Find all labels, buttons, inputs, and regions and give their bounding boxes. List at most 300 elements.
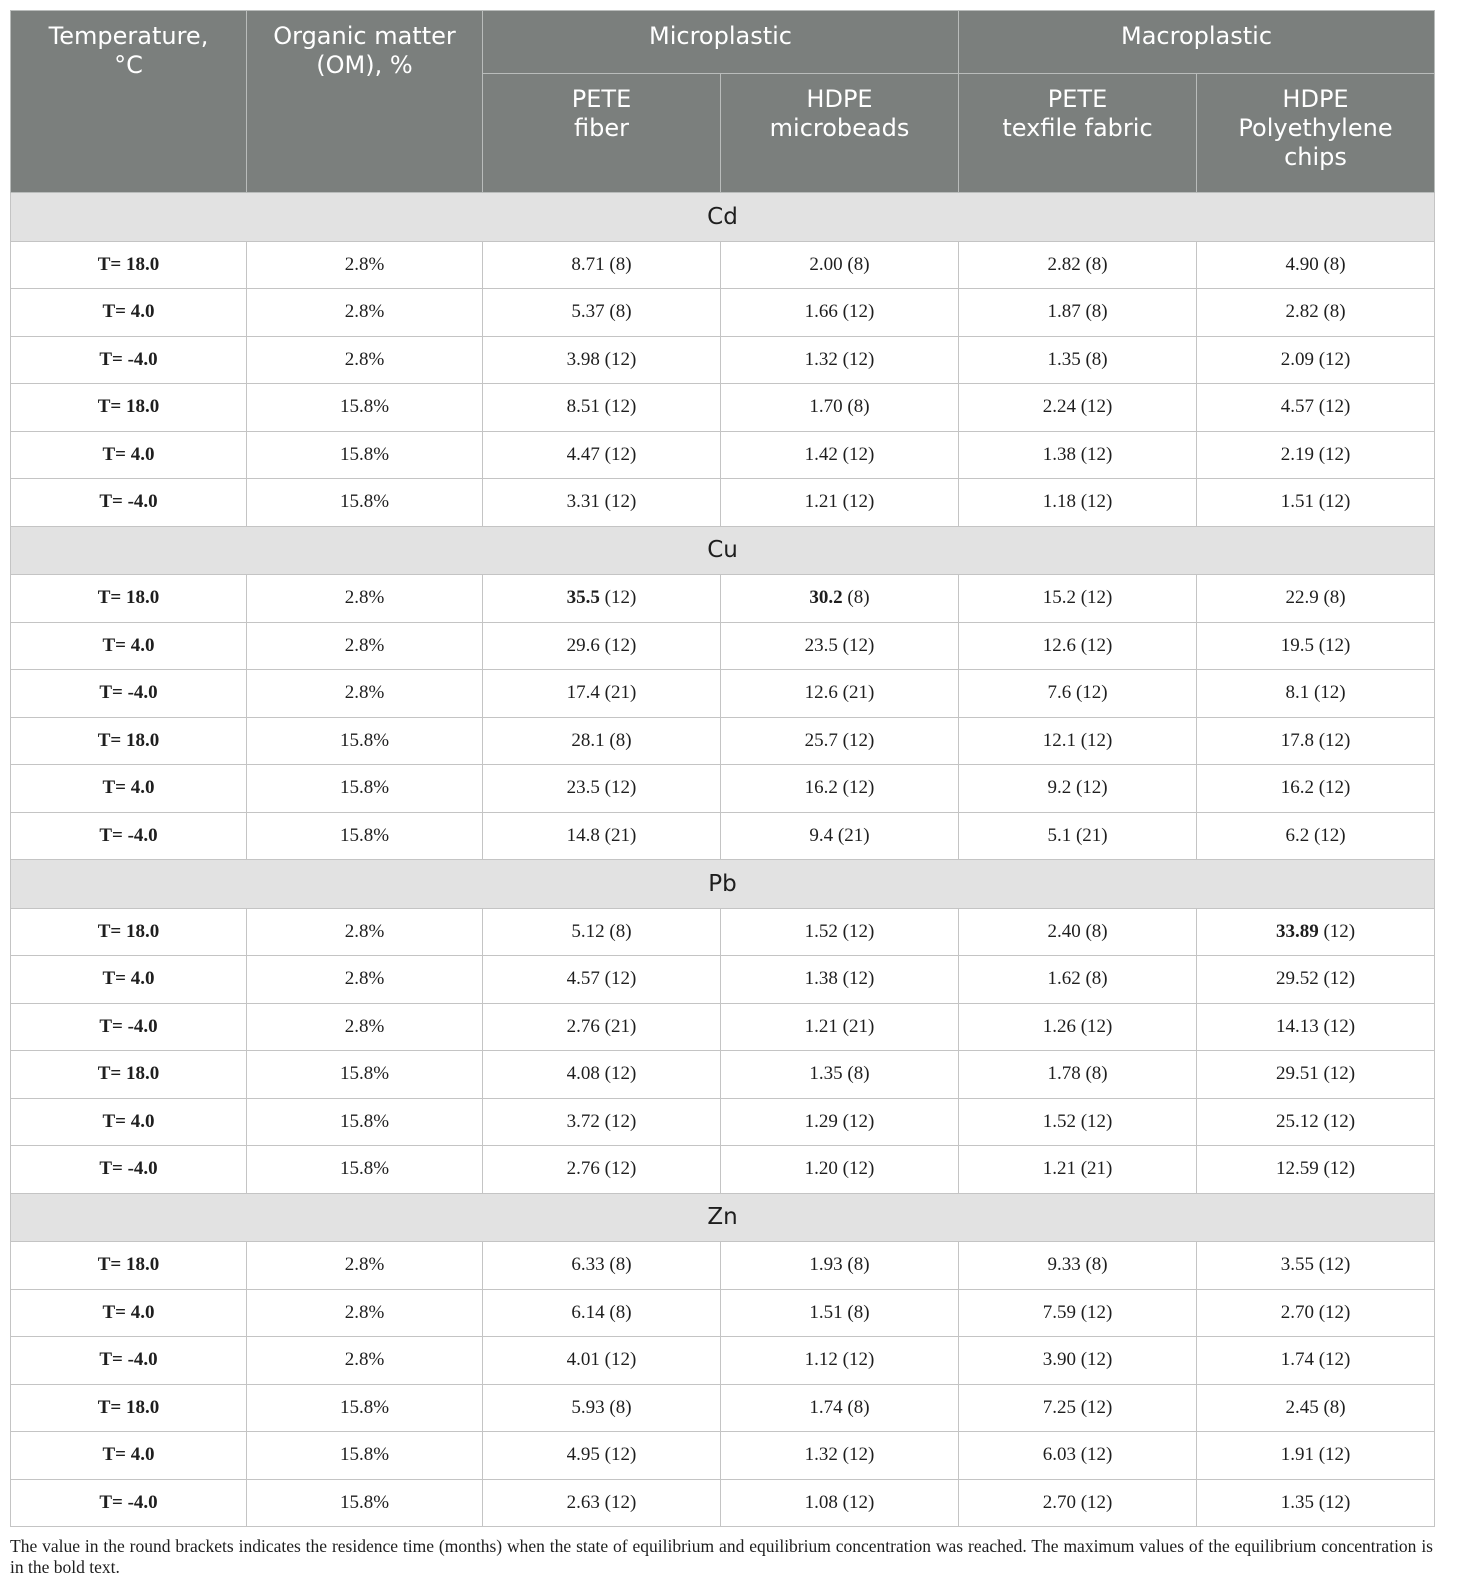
residence-time: (12) (842, 491, 875, 513)
concentration-cell (1197, 384, 1435, 432)
residence-time: (12) (604, 634, 637, 656)
concentration-cell (959, 1384, 1197, 1432)
table-footnote: The value in the round brackets indicates the residence time (months) when the state of equilibrium and equilibrium concentration was reached. The maximum values of the equilibrium concentration is in the bold text. (10, 1536, 1433, 1577)
concentration-cell (483, 670, 721, 718)
table-row (11, 1479, 1435, 1527)
concentration-value: 9.4 (809, 824, 834, 846)
residence-time: (12) (842, 1349, 875, 1371)
temperature-cell: T= 4.0 (11, 622, 247, 670)
concentration-cell (959, 1242, 1197, 1290)
concentration-value: 1.78 (1047, 1063, 1081, 1085)
residence-time: (12) (1080, 443, 1113, 465)
residence-time: (12) (604, 443, 637, 465)
organic-matter-cell: 15.8% (247, 1146, 483, 1194)
concentration-cell (483, 1337, 721, 1385)
concentration-cell (1197, 812, 1435, 860)
concentration-cell (1197, 241, 1435, 289)
concentration-value: 17.8 (1280, 729, 1314, 751)
concentration-value: 5.1 (1047, 824, 1072, 846)
group-label: Zn (11, 1193, 1435, 1242)
concentration-value: 2.09 (1280, 348, 1314, 370)
concentration-value: 1.21 (1042, 1158, 1076, 1180)
concentration-value: 4.57 (566, 968, 600, 990)
concentration-cell (721, 1384, 959, 1432)
concentration-cell (959, 1289, 1197, 1337)
concentration-cell (483, 622, 721, 670)
concentration-value: 1.18 (1042, 491, 1076, 513)
residence-time: (21) (604, 824, 637, 846)
residence-time: (8) (1323, 1396, 1346, 1418)
concentration-value: 3.72 (566, 1110, 600, 1132)
concentration-value: 1.70 (809, 396, 843, 418)
concentration-cell (483, 908, 721, 956)
concentration-value: 1.35 (1047, 348, 1081, 370)
temperature-cell: T= 18.0 (11, 241, 247, 289)
residence-time: (21) (604, 682, 637, 704)
concentration-cell (721, 1098, 959, 1146)
residence-time: (12) (604, 396, 637, 418)
organic-matter-cell: 2.8% (247, 1242, 483, 1290)
concentration-cell (721, 1051, 959, 1099)
residence-time: (12) (1080, 1444, 1113, 1466)
table-row (11, 1289, 1435, 1337)
concentration-cell (721, 670, 959, 718)
concentration-value: 5.93 (571, 1396, 605, 1418)
concentration-value: 1.91 (1280, 1444, 1314, 1466)
table-row (11, 1003, 1435, 1051)
temperature-cell: T= -4.0 (11, 479, 247, 527)
concentration-cell (483, 1479, 721, 1527)
concentration-value: 1.21 (804, 491, 838, 513)
residence-time: (8) (1323, 301, 1346, 323)
organic-matter-cell: 15.8% (247, 765, 483, 813)
concentration-value: 4.57 (1280, 396, 1314, 418)
temperature-cell: T= -4.0 (11, 1479, 247, 1527)
concentration-cell (483, 289, 721, 337)
residence-time: (8) (847, 587, 870, 609)
concentration-cell (721, 812, 959, 860)
residence-time: (8) (1085, 1254, 1108, 1276)
concentration-value: 6.33 (571, 1254, 605, 1276)
concentration-cell (959, 336, 1197, 384)
concentration-value: 23.5 (804, 634, 838, 656)
concentration-value: 1.38 (804, 968, 838, 990)
concentration-value: 33.89 (1275, 920, 1319, 942)
residence-time: (12) (842, 634, 875, 656)
table-row (11, 1146, 1435, 1194)
concentration-value: 1.20 (804, 1158, 838, 1180)
residence-time: (12) (1323, 1015, 1356, 1037)
organic-matter-cell: 15.8% (247, 479, 483, 527)
concentration-cell (721, 1146, 959, 1194)
concentration-value: 2.24 (1042, 396, 1076, 418)
organic-matter-cell: 15.8% (247, 1432, 483, 1480)
residence-time: (21) (1075, 824, 1108, 846)
concentration-value: 1.38 (1042, 443, 1076, 465)
organic-matter-cell: 15.8% (247, 1479, 483, 1527)
concentration-cell (959, 1146, 1197, 1194)
concentration-cell (1197, 670, 1435, 718)
concentration-value: 7.25 (1042, 1396, 1076, 1418)
residence-time: (8) (847, 1254, 870, 1276)
organic-matter-cell: 2.8% (247, 1337, 483, 1385)
concentration-value: 15.2 (1042, 587, 1076, 609)
residence-time: (12) (1318, 1254, 1351, 1276)
residence-time: (12) (604, 777, 637, 799)
concentration-value: 1.35 (1280, 1491, 1314, 1513)
residence-time: (8) (609, 253, 632, 275)
concentration-value: 1.93 (809, 1254, 843, 1276)
residence-time: (8) (1323, 587, 1346, 609)
organic-matter-cell: 2.8% (247, 670, 483, 718)
residence-time: (12) (842, 729, 875, 751)
concentration-cell (959, 1479, 1197, 1527)
concentration-cell (1197, 431, 1435, 479)
temperature-cell: T= -4.0 (11, 670, 247, 718)
concentration-value: 2.70 (1280, 1301, 1314, 1323)
group-row (11, 193, 1435, 242)
concentration-cell (483, 1003, 721, 1051)
concentration-value: 1.29 (804, 1110, 838, 1132)
table-row (11, 1051, 1435, 1099)
table-row (11, 1098, 1435, 1146)
residence-time: (12) (1318, 491, 1351, 513)
residence-time: (12) (1318, 443, 1351, 465)
temperature-cell: T= 4.0 (11, 956, 247, 1004)
table-row (11, 956, 1435, 1004)
concentration-cell (483, 1051, 721, 1099)
concentration-value: 12.1 (1042, 729, 1076, 751)
concentration-value: 1.66 (804, 301, 838, 323)
table-row (11, 384, 1435, 432)
concentration-cell (1197, 1242, 1435, 1290)
group-row (11, 526, 1435, 575)
residence-time: (12) (1318, 1444, 1351, 1466)
table-row (11, 1384, 1435, 1432)
group-label: Cd (11, 193, 1435, 242)
concentration-value: 1.32 (804, 348, 838, 370)
organic-matter-cell: 2.8% (247, 1003, 483, 1051)
concentration-cell (959, 1432, 1197, 1480)
organic-matter-cell: 2.8% (247, 1289, 483, 1337)
concentration-value: 25.7 (804, 729, 838, 751)
header-pete-fiber: PETE fiber (483, 74, 721, 193)
concentration-value: 6.2 (1285, 824, 1310, 846)
concentration-value: 4.01 (566, 1349, 600, 1371)
concentration-value: 2.70 (1042, 1491, 1076, 1513)
concentration-cell (721, 908, 959, 956)
concentration-value: 19.5 (1280, 634, 1314, 656)
concentration-value: 8.71 (571, 253, 605, 275)
header-hdpe-microbeads: HDPE microbeads (721, 74, 959, 193)
concentration-value: 3.55 (1280, 1254, 1314, 1276)
residence-time: (12) (1313, 824, 1346, 846)
residence-time: (12) (1080, 1396, 1113, 1418)
table-row (11, 336, 1435, 384)
residence-time: (12) (604, 491, 637, 513)
concentration-cell (721, 431, 959, 479)
residence-time: (8) (609, 1254, 632, 1276)
concentration-value: 29.6 (566, 634, 600, 656)
concentration-value: 25.12 (1275, 1110, 1319, 1132)
concentration-value: 3.90 (1042, 1349, 1076, 1371)
concentration-value: 1.52 (1042, 1110, 1076, 1132)
table-row (11, 1242, 1435, 1290)
residence-time: (12) (1318, 777, 1351, 799)
concentration-value: 29.51 (1275, 1063, 1319, 1085)
residence-time: (12) (842, 443, 875, 465)
concentration-cell (1197, 479, 1435, 527)
concentration-cell (483, 1146, 721, 1194)
residence-time: (8) (1085, 301, 1108, 323)
concentration-cell (959, 717, 1197, 765)
concentration-cell (483, 1432, 721, 1480)
concentration-value: 14.13 (1275, 1015, 1319, 1037)
residence-time: (12) (604, 1158, 637, 1180)
concentration-cell (1197, 289, 1435, 337)
concentration-cell (959, 956, 1197, 1004)
table-row (11, 1337, 1435, 1385)
residence-time: (12) (1080, 1110, 1113, 1132)
residence-time: (12) (1080, 396, 1113, 418)
concentration-value: 9.2 (1047, 777, 1072, 799)
concentration-value: 9.33 (1047, 1254, 1081, 1276)
table-row (11, 1432, 1435, 1480)
concentration-cell (721, 956, 959, 1004)
temperature-cell: T= 4.0 (11, 1432, 247, 1480)
residence-time: (8) (1323, 253, 1346, 275)
residence-time: (12) (1318, 1491, 1351, 1513)
table-row (11, 670, 1435, 718)
table-row (11, 241, 1435, 289)
header-temperature: Temperature, °C (11, 11, 247, 193)
residence-time: (21) (842, 682, 875, 704)
concentration-cell (483, 812, 721, 860)
concentration-cell (959, 1337, 1197, 1385)
concentration-value: 30.2 (809, 587, 843, 609)
organic-matter-cell: 15.8% (247, 1098, 483, 1146)
concentration-value: 4.08 (566, 1063, 600, 1085)
concentration-cell (1197, 1289, 1435, 1337)
temperature-cell: T= 18.0 (11, 1242, 247, 1290)
residence-time: (12) (1080, 1349, 1113, 1371)
organic-matter-cell: 15.8% (247, 717, 483, 765)
concentration-cell (721, 1003, 959, 1051)
temperature-cell: T= 18.0 (11, 1051, 247, 1099)
table-row (11, 908, 1435, 956)
concentration-value: 16.2 (1280, 777, 1314, 799)
header-macroplastic: Macroplastic (959, 11, 1435, 74)
table-row (11, 717, 1435, 765)
concentration-value: 7.6 (1047, 682, 1072, 704)
residence-time: (8) (1085, 253, 1108, 275)
concentration-cell (483, 1098, 721, 1146)
concentration-cell (959, 241, 1197, 289)
residence-time: (12) (1080, 1301, 1113, 1323)
concentration-value: 1.51 (809, 1301, 843, 1323)
table-row (11, 431, 1435, 479)
residence-time: (12) (1318, 729, 1351, 751)
residence-time: (8) (609, 301, 632, 323)
concentration-cell (1197, 1479, 1435, 1527)
concentration-cell (721, 1289, 959, 1337)
residence-time: (12) (1080, 1015, 1113, 1037)
concentration-value: 5.12 (571, 920, 605, 942)
concentration-cell (483, 717, 721, 765)
residence-time: (12) (1318, 396, 1351, 418)
concentration-value: 1.12 (804, 1349, 838, 1371)
concentration-cell (959, 431, 1197, 479)
concentration-value: 1.74 (1280, 1349, 1314, 1371)
temperature-cell: T= -4.0 (11, 336, 247, 384)
concentration-value: 12.6 (1042, 634, 1076, 656)
concentration-value: 2.63 (566, 1491, 600, 1513)
temperature-cell: T= 18.0 (11, 1384, 247, 1432)
concentration-cell (959, 812, 1197, 860)
residence-time: (12) (842, 1444, 875, 1466)
table-row (11, 622, 1435, 670)
table-row (11, 479, 1435, 527)
residence-time: (21) (604, 1015, 637, 1037)
residence-time: (21) (842, 1015, 875, 1037)
temperature-cell: T= 4.0 (11, 765, 247, 813)
concentration-cell (483, 431, 721, 479)
concentration-value: 1.74 (809, 1396, 843, 1418)
organic-matter-cell: 2.8% (247, 289, 483, 337)
concentration-cell (1197, 1146, 1435, 1194)
concentration-cell (483, 956, 721, 1004)
table-row (11, 575, 1435, 623)
concentration-cell (483, 479, 721, 527)
concentration-cell (721, 575, 959, 623)
residence-time: (12) (1080, 491, 1113, 513)
residence-time: (8) (847, 1396, 870, 1418)
concentration-cell (959, 575, 1197, 623)
concentration-cell (1197, 336, 1435, 384)
organic-matter-cell: 2.8% (247, 336, 483, 384)
concentration-value: 3.98 (566, 348, 600, 370)
temperature-cell: T= -4.0 (11, 812, 247, 860)
header-hdpe-polyethylene-chips: HDPE Polyethylene chips (1197, 74, 1435, 193)
residence-time: (8) (609, 920, 632, 942)
temperature-cell: T= 18.0 (11, 575, 247, 623)
residence-time: (12) (842, 1158, 875, 1180)
data-table (10, 10, 1435, 1527)
residence-time: (12) (604, 1491, 637, 1513)
concentration-cell (1197, 956, 1435, 1004)
concentration-cell (959, 1003, 1197, 1051)
temperature-cell: T= 4.0 (11, 1289, 247, 1337)
residence-time: (12) (1318, 1349, 1351, 1371)
residence-time: (12) (1323, 920, 1356, 942)
concentration-cell (1197, 908, 1435, 956)
concentration-cell (721, 622, 959, 670)
residence-time: (12) (842, 348, 875, 370)
temperature-cell: T= 4.0 (11, 1098, 247, 1146)
residence-time: (12) (1318, 634, 1351, 656)
header-microplastic: Microplastic (483, 11, 959, 74)
concentration-cell (1197, 1337, 1435, 1385)
concentration-cell (1197, 1003, 1435, 1051)
residence-time: (12) (1080, 587, 1113, 609)
header-organic-matter: Organic matter (OM), % (247, 11, 483, 193)
concentration-value: 1.51 (1280, 491, 1314, 513)
temperature-cell: T= 4.0 (11, 431, 247, 479)
table-row (11, 289, 1435, 337)
concentration-value: 2.82 (1285, 301, 1319, 323)
concentration-value: 2.76 (566, 1015, 600, 1037)
concentration-cell (483, 1242, 721, 1290)
temperature-cell: T= 18.0 (11, 384, 247, 432)
temperature-cell: T= 4.0 (11, 289, 247, 337)
concentration-value: 2.19 (1280, 443, 1314, 465)
concentration-value: 3.31 (566, 491, 600, 513)
residence-time: (21) (837, 824, 870, 846)
concentration-value: 29.52 (1275, 968, 1319, 990)
concentration-value: 8.1 (1285, 682, 1310, 704)
residence-time: (8) (609, 1396, 632, 1418)
concentration-value: 1.32 (804, 1444, 838, 1466)
concentration-cell (1197, 717, 1435, 765)
concentration-cell (959, 622, 1197, 670)
concentration-value: 1.08 (804, 1491, 838, 1513)
concentration-cell (721, 384, 959, 432)
concentration-cell (1197, 1432, 1435, 1480)
concentration-value: 1.42 (804, 443, 838, 465)
organic-matter-cell: 15.8% (247, 1051, 483, 1099)
residence-time: (12) (604, 1063, 637, 1085)
temperature-cell: T= 18.0 (11, 717, 247, 765)
table-row (11, 812, 1435, 860)
concentration-value: 7.59 (1042, 1301, 1076, 1323)
organic-matter-cell: 15.8% (247, 431, 483, 479)
concentration-value: 14.8 (566, 824, 600, 846)
concentration-cell (959, 479, 1197, 527)
residence-time: (12) (1323, 1063, 1356, 1085)
organic-matter-cell: 2.8% (247, 956, 483, 1004)
concentration-cell (721, 1432, 959, 1480)
residence-time: (12) (1075, 682, 1108, 704)
group-row (11, 860, 1435, 909)
residence-time: (8) (847, 1063, 870, 1085)
organic-matter-cell: 2.8% (247, 908, 483, 956)
concentration-cell (959, 1051, 1197, 1099)
concentration-cell (959, 384, 1197, 432)
residence-time: (12) (1323, 968, 1356, 990)
concentration-value: 2.82 (1047, 253, 1081, 275)
concentration-cell (1197, 1098, 1435, 1146)
concentration-cell (721, 241, 959, 289)
header-pete-textile-fabric: PETE texfile fabric (959, 74, 1197, 193)
residence-time: (8) (847, 1301, 870, 1323)
concentration-value: 12.59 (1275, 1158, 1319, 1180)
concentration-cell (483, 1289, 721, 1337)
group-label: Cu (11, 526, 1435, 575)
residence-time: (8) (847, 253, 870, 275)
group-label: Pb (11, 860, 1435, 909)
residence-time: (8) (1085, 968, 1108, 990)
concentration-value: 1.26 (1042, 1015, 1076, 1037)
concentration-cell (959, 1098, 1197, 1146)
organic-matter-cell: 15.8% (247, 1384, 483, 1432)
residence-time: (12) (1080, 634, 1113, 656)
concentration-value: 1.21 (804, 1015, 838, 1037)
concentration-value: 35.5 (566, 587, 600, 609)
concentration-value: 2.76 (566, 1158, 600, 1180)
residence-time: (12) (1318, 1301, 1351, 1323)
organic-matter-cell: 2.8% (247, 622, 483, 670)
residence-time: (12) (1075, 777, 1108, 799)
